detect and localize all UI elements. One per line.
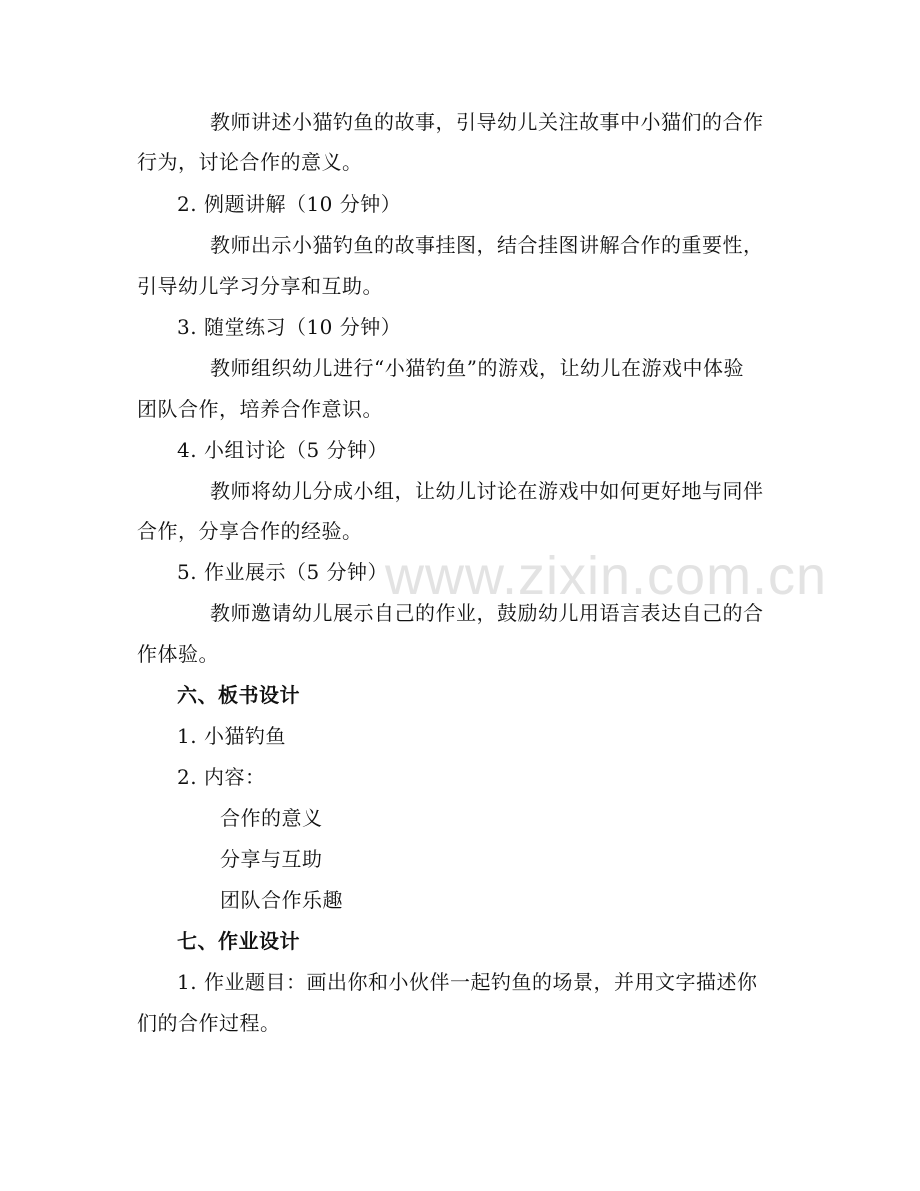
paragraph-line: 教师出示小猫钓鱼的故事挂图，结合挂图讲解合作的重要性，: [210, 233, 764, 257]
list-item: 3. 随堂练习（10 分钟）: [177, 315, 402, 339]
list-item: 4. 小组讨论（5 分钟）: [177, 438, 389, 462]
sub-list-item: 分享与互助: [220, 847, 323, 871]
sub-list-item: 团队合作乐趣: [220, 888, 343, 912]
paragraph-line: 教师邀请幼儿展示自己的作业，鼓励幼儿用语言表达自己的合: [210, 601, 764, 625]
list-item: 1. 小猫钓鱼: [177, 724, 286, 748]
list-item: 2. 内容：: [177, 765, 266, 789]
paragraph-line: 行为，讨论合作的意义。: [137, 150, 363, 174]
paragraph-line: 们的合作过程。: [137, 1011, 281, 1035]
paragraph-line: 教师讲述小猫钓鱼的故事，引导幼儿关注故事中小猫们的合作: [210, 110, 764, 134]
paragraph-line: 作体验。: [137, 642, 219, 666]
list-item: 1. 作业题目：画出你和小伙伴一起钓鱼的场景，并用文字描述你: [177, 970, 758, 994]
list-item: 2. 例题讲解（10 分钟）: [177, 192, 402, 216]
watermark: www.zixin.com.cn: [385, 546, 828, 606]
section-heading: 七、作业设计: [177, 929, 300, 953]
paragraph-line: 教师组织幼儿进行“小猫钓鱼”的游戏，让幼儿在游戏中体验: [210, 356, 744, 380]
list-item: 5. 作业展示（5 分钟）: [177, 560, 389, 584]
paragraph-line: 教师将幼儿分成小组，让幼儿讨论在游戏中如何更好地与同伴: [210, 479, 764, 503]
paragraph-line: 引导幼儿学习分享和互助。: [137, 274, 383, 298]
sub-list-item: 合作的意义: [220, 806, 323, 830]
section-heading: 六、板书设计: [177, 683, 300, 707]
paragraph-line: 合作，分享合作的经验。: [137, 519, 363, 543]
paragraph-line: 团队合作，培养合作意识。: [137, 397, 383, 421]
